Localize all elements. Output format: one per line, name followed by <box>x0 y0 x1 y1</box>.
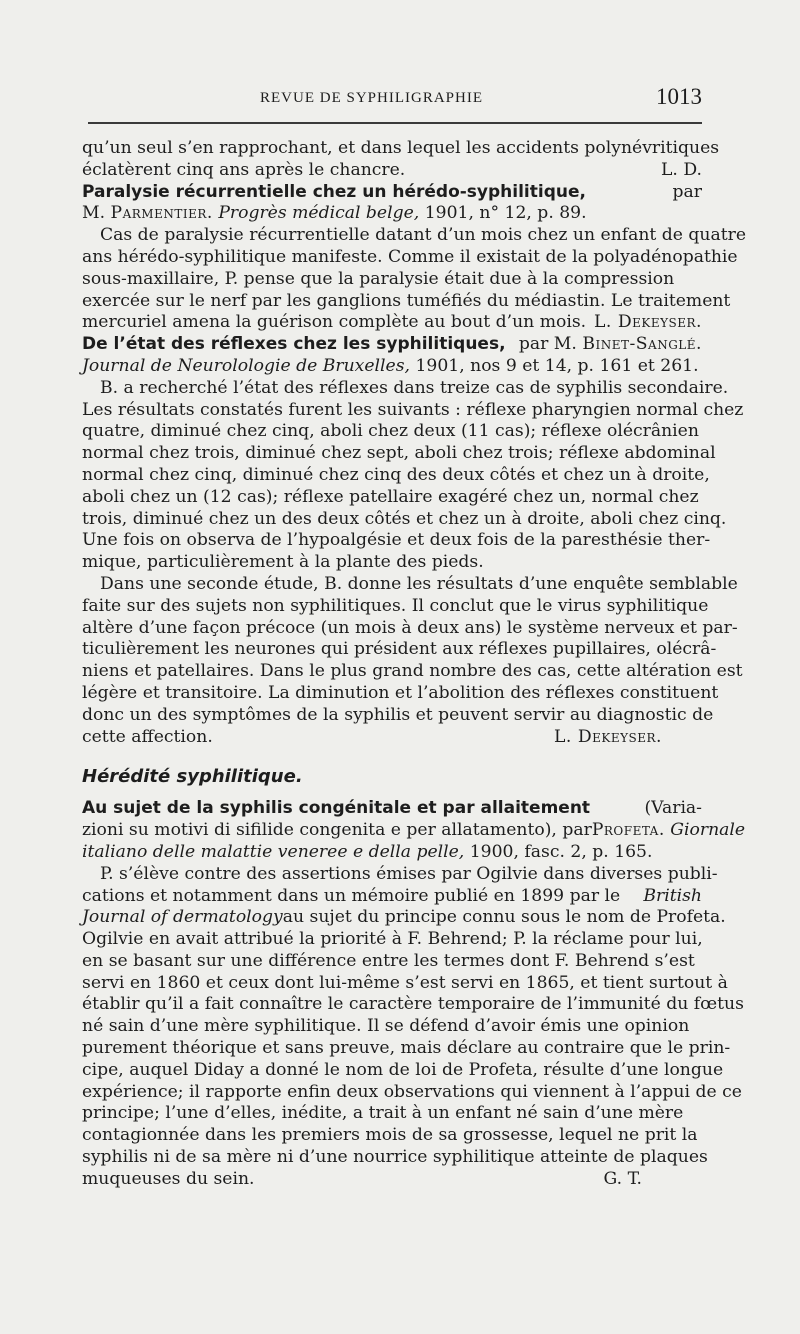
article-title: Au sujet de la syphilis congénitale et par allaitement (Varia- <box>82 798 702 819</box>
author-signature: G. T. <box>603 1168 642 1189</box>
article-title: Paralysie récurrentielle chez un hérédo-syphilitique, par <box>82 181 702 202</box>
text-line: mique, particulièrement à la plante des pieds. <box>82 552 484 573</box>
text-line: Cas de paralysie récurrentielle datant d’un mois chez un enfant de quatre <box>100 225 747 246</box>
page-number: 1013 <box>656 84 702 109</box>
text-line: né sain d’une mère syphilitique. Il se défend d’avoir émis une opinion <box>82 1016 690 1037</box>
citation: italiano delle malattie veneree e della pelle, 1900, fasc. 2, p. 165. <box>82 841 653 862</box>
header-rule <box>88 122 702 124</box>
text-line: éclatèrent cinq ans après le chancre. L. D. <box>82 159 702 180</box>
text-line: en se basant sur une différence entre les termes dont F. Behrend s’est <box>82 950 695 971</box>
running-title: REVUE DE SYPHILIGRAPHIE <box>260 90 483 106</box>
text-line: P. s’élève contre des assertions émises par Ogilvie dans diverses publi- <box>100 863 718 884</box>
author-signature: L. Dekeyser. <box>593 312 702 333</box>
text-line: ticulièrement les neurones qui président aux réflexes pupillaires, olécrâ- <box>82 639 717 660</box>
text-line: muqueuses du sein. G. T. <box>82 1168 642 1189</box>
text-line: Ogilvie en avait attribué la priorité à F. Behrend; P. la réclame pour lui, <box>82 929 703 950</box>
text-line: qu’un seul s’en rapprochant, et dans lequel les accidents polynévritiques <box>82 138 720 158</box>
citation: zioni su motivi di sifilide congenita e per allatamento), par Profeta. Giornale <box>82 820 746 841</box>
text-line: cette affection. L. Dekeyser. <box>82 726 662 747</box>
article-title: De l’état des réflexes chez les syphilitiques, par M. Binet-Sanglé. <box>82 334 702 355</box>
citation: M. Parmentier. Progrès médical belge, 1901, n° 12, p. 89. <box>82 203 587 224</box>
text-line: cipe, auquel Diday a donné le nom de loi de Profeta, résulte d’une longue <box>82 1059 724 1080</box>
text-line: Une fois on observa de l’hypoalgésie et deux fois de la paresthésie ther- <box>82 530 711 551</box>
page-header <box>82 84 702 114</box>
text-line: niens et patellaires. Dans le plus grand nombre des cas, cette altération est <box>82 661 743 682</box>
text-line: Dans une seconde étude, B. donne les résultats d’une enquête semblable <box>100 573 738 594</box>
text-line: légère et transitoire. La diminution et l’abolition des réflexes constituent <box>82 682 719 703</box>
text-line: expérience; il rapporte enfin deux observations qui viennent à l’appui de ce <box>82 1081 742 1102</box>
text-line: donc un des symptômes de la syphilis et peuvent servir au diagnostic de <box>82 704 714 725</box>
text-line: exercée sur le nerf par les ganglions tuméfiés du médiastin. Le traitement <box>82 290 731 311</box>
text-line: Journal of dermatology au sujet du principe connu sous le nom de Profeta. <box>82 907 726 928</box>
section-heading: Hérédité syphilitique. <box>82 766 303 788</box>
text-line: normal chez cinq, diminué chez cinq des deux côtés et chez un à droite, <box>82 464 710 485</box>
author-signature: L. D. <box>661 159 702 180</box>
text-line: Les résultats constatés furent les suivants : réflexe pharyngien normal chez <box>82 399 744 420</box>
text-line: trois, diminué chez un des deux côtés et chez un à droite, aboli chez cinq. <box>82 508 727 529</box>
author-signature: L. Dekeyser. <box>553 726 662 747</box>
text-line: sous-maxillaire, P. pense que la paralysie était due à la compression <box>82 268 675 289</box>
text-line: cations et notamment dans un mémoire publié en 1899 par le British <box>82 885 702 906</box>
text-line: B. a recherché l’état des réflexes dans treize cas de syphilis secondaire. <box>100 377 729 398</box>
citation: Journal de Neurolologie de Bruxelles, 1901, nos 9 et 14, p. 161 et 261. <box>82 355 699 376</box>
text-line: principe; l’une d’elles, inédite, a trait à un enfant né sain d’une mère <box>82 1103 684 1124</box>
text-line: mercuriel amena la guérison complète au bout d’un mois. L. Dekeyser. <box>82 312 702 333</box>
text-line: contagionnée dans les premiers mois de sa grossesse, lequel ne prit la <box>82 1125 698 1146</box>
text-line: purement théorique et sans preuve, mais déclare au contraire que le prin- <box>82 1038 731 1059</box>
text-line: syphilis ni de sa mère ni d’une nourrice syphilitique atteinte de plaques <box>82 1147 708 1168</box>
page-body <box>82 138 747 1191</box>
text-line: faite sur des sujets non syphilitiques. Il conclut que le virus syphilitique <box>82 595 709 616</box>
text-line: normal chez trois, diminué chez sept, aboli chez trois; réflexe abdominal <box>82 443 716 464</box>
text-line: quatre, diminué chez cinq, aboli chez deux (11 cas); réflexe olécrânien <box>82 421 699 442</box>
text-line: établir qu’il a fait connaître le caractère temporaire de l’immunité du fœtus <box>82 994 744 1015</box>
text-line: ans hérédo-syphilitique manifeste. Comme il existait de la polyadénopathie <box>82 246 738 267</box>
text-line: aboli chez un (12 cas); réflexe patellaire exagéré chez un, normal chez <box>82 486 699 507</box>
text-line: servi en 1860 et ceux dont lui-même s’est servi en 1865, et tient surtout à <box>82 972 728 993</box>
text-line: altère d’une façon précoce (un mois à deux ans) le système nerveux et par- <box>82 617 738 638</box>
